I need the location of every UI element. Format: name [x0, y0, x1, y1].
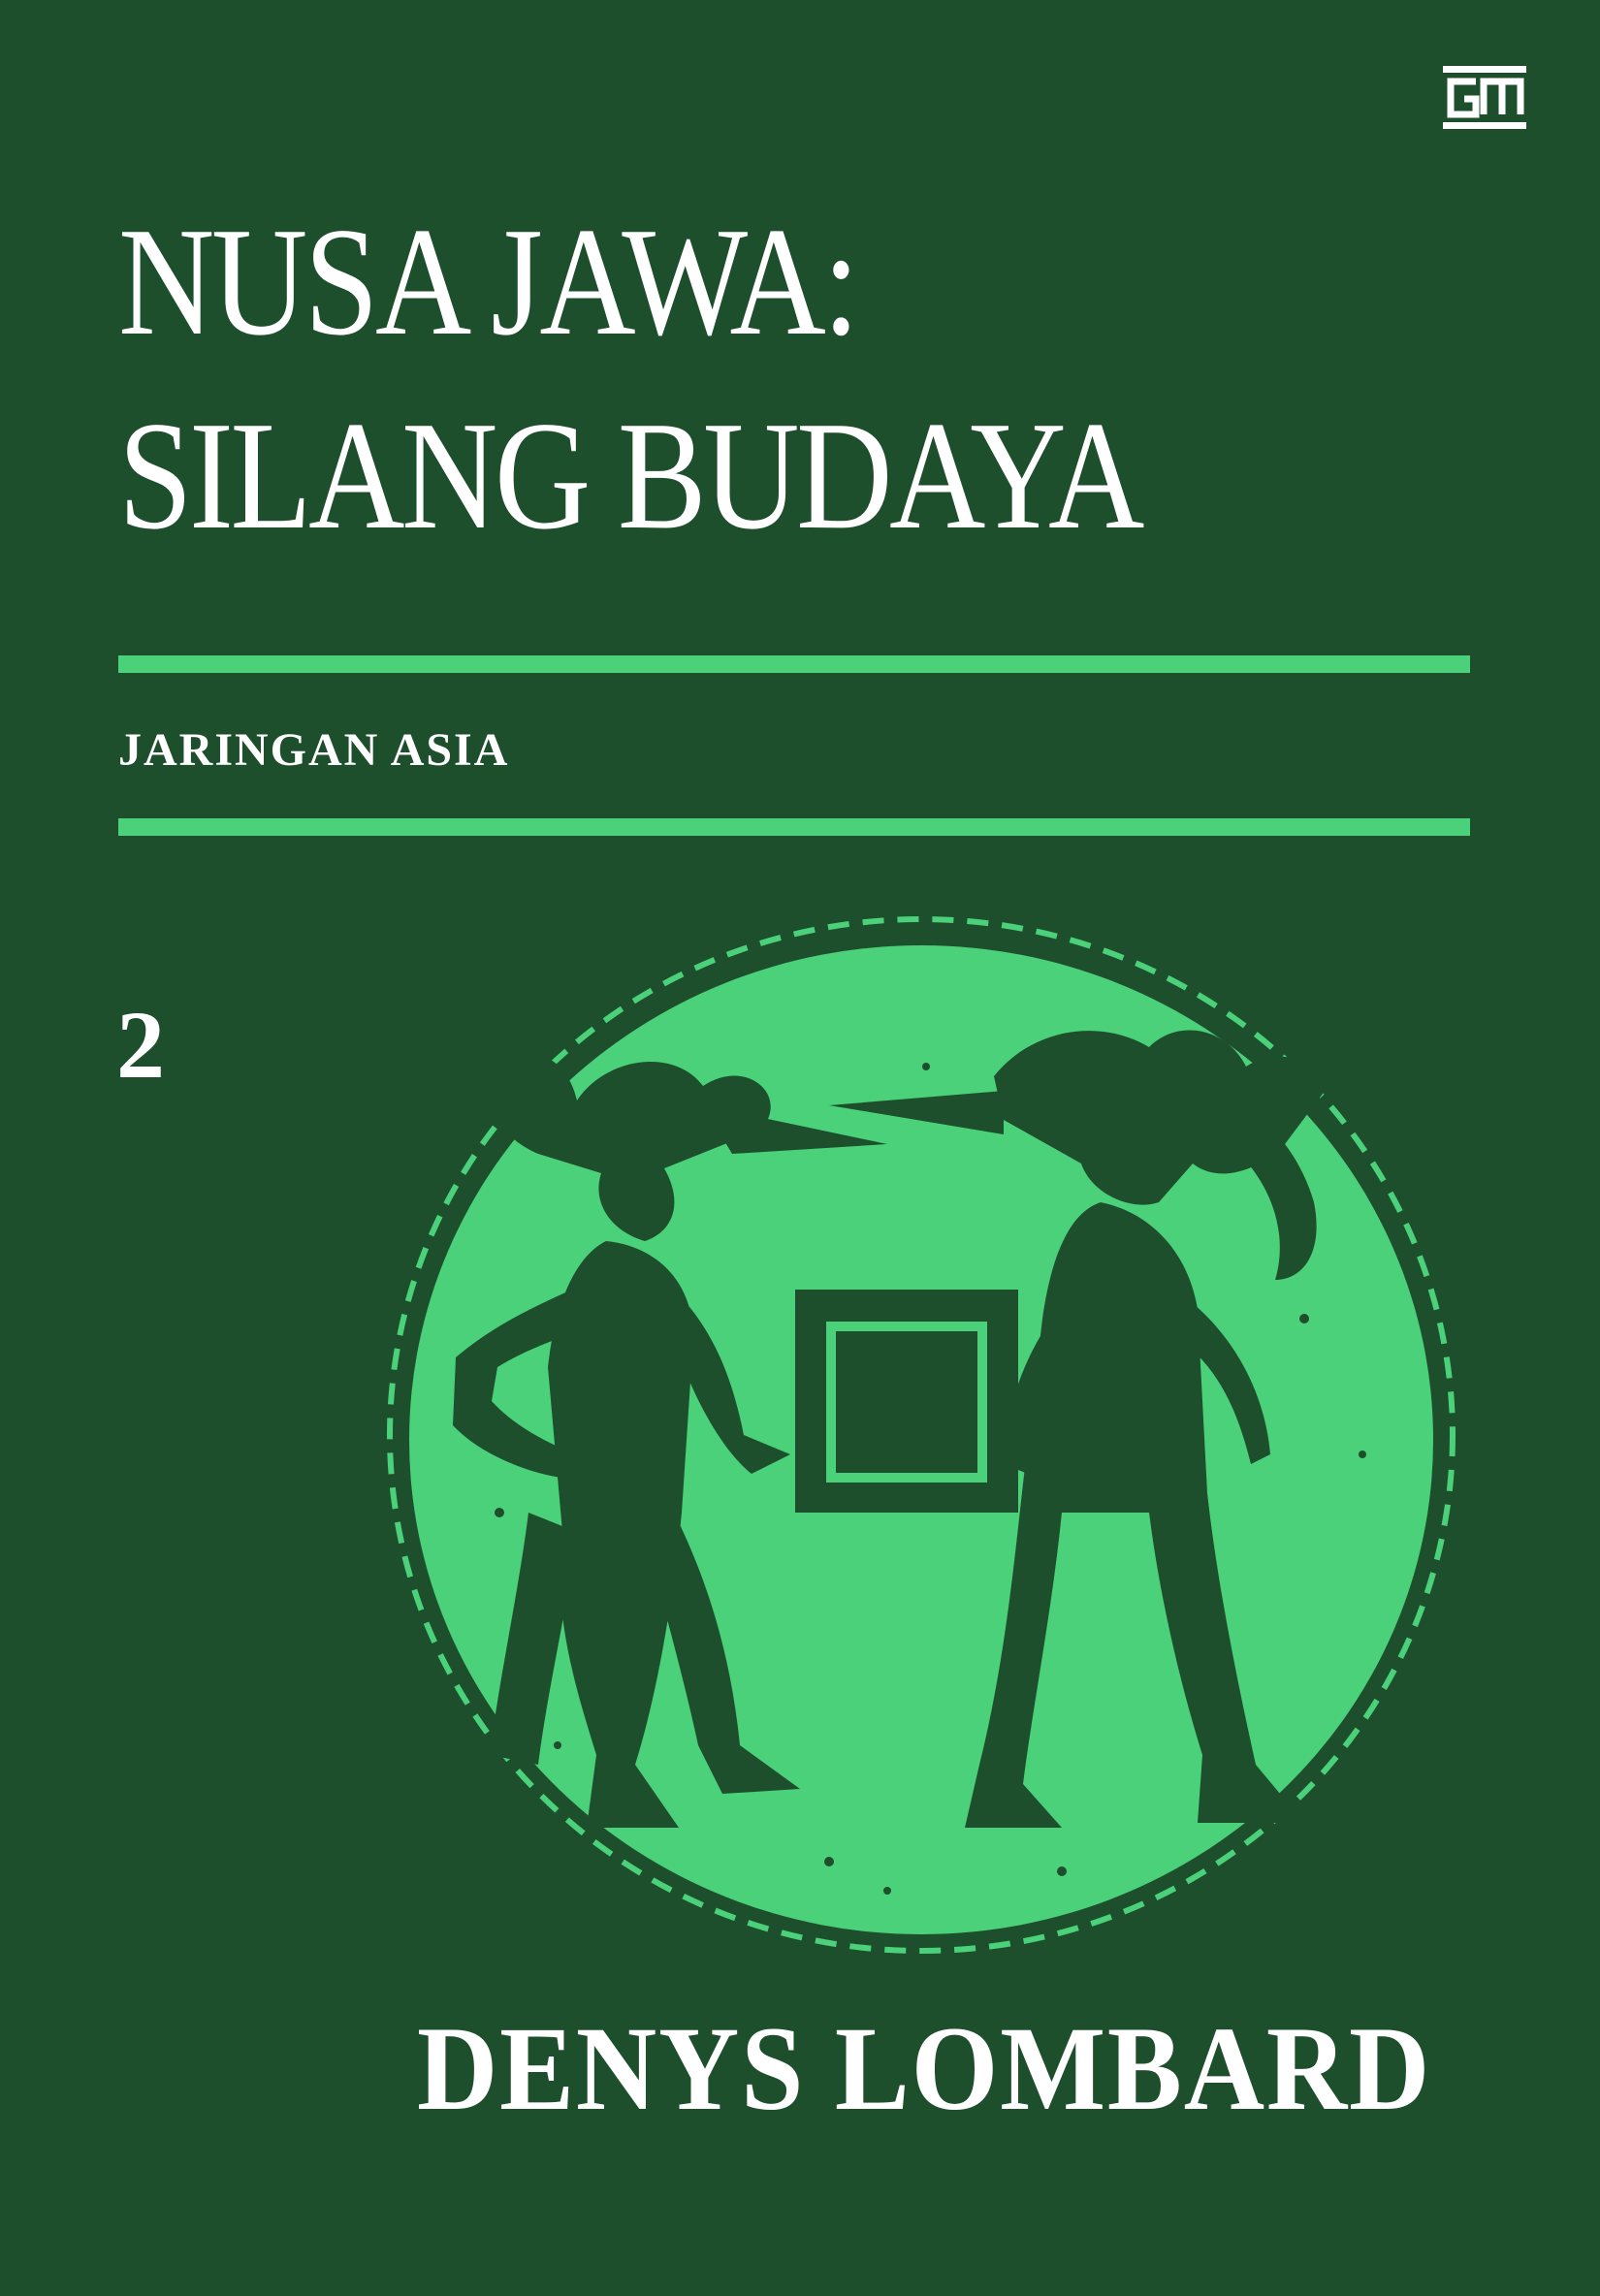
series-name: JARINGAN ASIA — [118, 724, 510, 776]
title-line-1: NUSA JAWA: — [118, 195, 857, 367]
author-name: DENYS LOMBARD — [417, 2002, 1432, 2135]
coin-with-wayang-figures-icon — [383, 911, 1459, 1959]
divider-top — [118, 655, 1470, 673]
publisher-logo-icon — [1439, 60, 1532, 138]
divider-bottom — [118, 818, 1470, 836]
volume-number: 2 — [116, 991, 165, 1099]
title-line-2: SILANG BUDAYA — [118, 389, 1141, 561]
